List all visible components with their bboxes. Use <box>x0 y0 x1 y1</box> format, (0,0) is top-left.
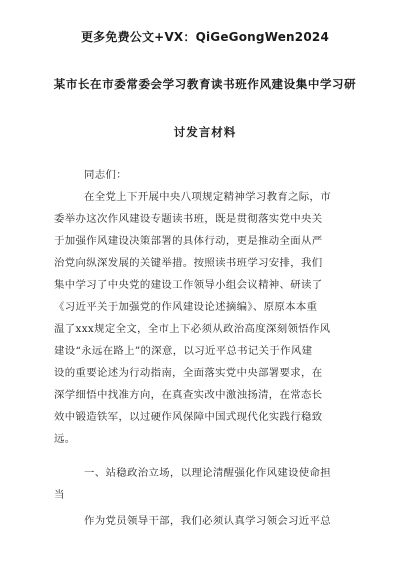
paragraph-line: 远。 <box>54 433 76 445</box>
section-heading-line-2: 当 <box>54 489 65 501</box>
document-title-line-1: 某市长在市委常委会学习教育读书班作风建设集中学习研 <box>53 77 357 91</box>
promo-banner: 更多免费公文+VX：QiGeGongWen2024 <box>80 30 329 44</box>
paragraph-line: 治党向纵深发展的关键举措。按照读书班学习安排，我们 <box>54 257 323 269</box>
paragraph-line: 建设“永远在路上”的深意，以习近平总书记关于作风建 <box>54 345 313 357</box>
salutation: 同志们： <box>84 169 127 181</box>
section-heading-line-1: 一、站稳政治立场，以理论清醒强化作风建设使命担 <box>84 467 332 479</box>
paragraph-line: 在全党上下开展中央八项规定精神学习教育之际，市 <box>84 191 332 203</box>
paragraph-line: 深学细悟中找准方向，在真查实改中激浊扬清，在常态长 <box>54 389 323 401</box>
paragraph-line: 温了xxx规定全文，全市上下必须从政治高度深刻领悟作风 <box>54 323 331 335</box>
paragraph-line: 《习近平关于加强党的作风建设论述摘编》、原原本本重 <box>54 301 318 313</box>
paragraph-line: 委举办这次作风建设专题读书班，既是贯彻落实党中央关 <box>54 213 323 225</box>
paragraph-line: 集中学习了中央党的建设工作领导小组会议精神、研读了 <box>54 279 323 291</box>
paragraph-line: 设的重要论述为行动指南，全面落实党中央部署要求，在 <box>54 367 323 379</box>
paragraph-line: 效中锻造铁军，以过硬作风保障中国式现代化实践行稳致 <box>54 411 323 423</box>
paragraph-line: 作为党员领导干部，我们必须认真学习领会习近平总 <box>84 515 332 527</box>
document-title-line-2: 讨发言材料 <box>173 125 237 139</box>
paragraph-line: 于加强作风建设决策部署的具体行动，更是推动全面从严 <box>54 235 323 247</box>
